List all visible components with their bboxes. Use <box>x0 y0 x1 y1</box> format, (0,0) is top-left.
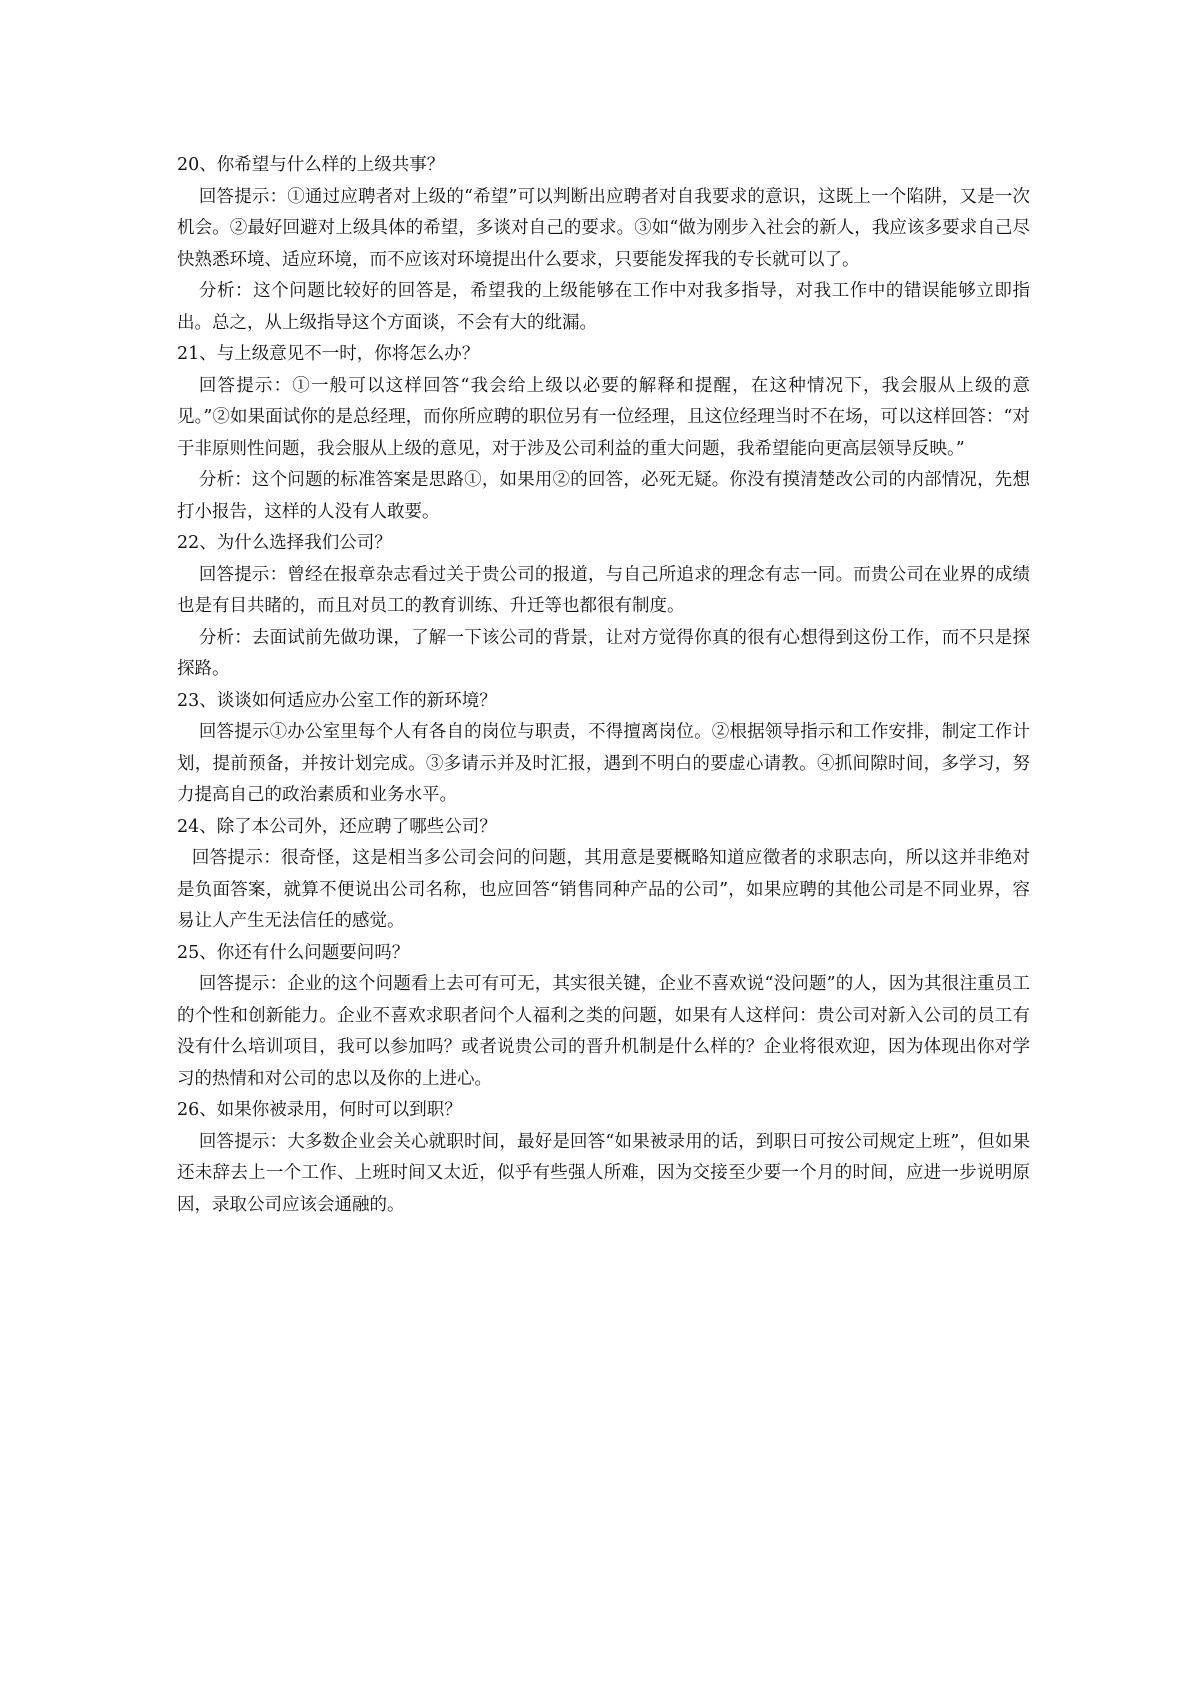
question-heading: 26、如果你被录用，何时可以到职？ <box>177 1100 462 1120</box>
answer-paragraph: 回答提示：很奇怪，这是相当多公司会问的问题，其用意是要概略知道应徵者的求职志向，所以这并非绝对是负面答案，就算不便说出公司名称，也应回答“销售同种产品的公司”，如果应聘的其他公司是不同业界，容易让人产生无法信任的感觉。 <box>177 848 1030 931</box>
analysis-paragraph: 分析：这个问题的标准答案是思路①，如果用②的回答，必死无疑。你没有摸清楚改公司的内部情况，先想打小报告，这样的人没有人敢要。 <box>177 470 1030 522</box>
answer-paragraph: 回答提示：曾经在报章杂志看过关于贵公司的报道，与自己所追求的理念有志一同。而贵公司在业界的成绩也是有目共睹的，而且对员工的教育训练、升迁等也都很有制度。 <box>177 564 1030 616</box>
question-heading: 22、为什么选择我们公司？ <box>177 533 392 553</box>
question-heading: 21、与上级意见不一时，你将怎么办？ <box>177 344 480 364</box>
question-heading: 24、除了本公司外，还应聘了哪些公司？ <box>177 816 497 837</box>
answer-paragraph: 回答提示：企业的这个问题看上去可有可无，其实很关键，企业不喜欢说“没问题”的人，因为其很注重员工的个性和创新能力。企业不喜欢求职者问个人福利之类的问题，如果有人这样问：贵公司对新入公司的员工有没有什么培训项目，我可以参加吗？或者说贵公司的晋升机制是什么样的？企业将很欢迎，因为体现出你对学习的热情和对公司的忠以及你的上进心。 <box>177 974 1030 1089</box>
answer-paragraph: 回答提示：①一般可以这样回答“我会给上级以必要的解释和提醒，在这种情况下，我会服从上级的意见。”②如果面试你的是总经理，而你所应聘的职位另有一位经理，且这位经理当时不在场，可以这样回答：“对于非原则性问题，我会服从上级的意见，对于涉及公司利益的重大问题，我希望能向更高层领导反映。” <box>177 375 1030 459</box>
question-heading: 25、你还有什么问题要问吗？ <box>177 942 410 963</box>
answer-paragraph: 回答提示①办公室里每个人有各自的岗位与职责，不得擅离岗位。②根据领导指示和工作安排，制定工作计划，提前预备，并按计划完成。③多请示并及时汇报，遇到不明白的要虚心请教。④抓间隙时间，多学习，努力提高自己的政治素质和业务水平。 <box>177 722 1030 805</box>
analysis-paragraph: 分析：这个问题比较好的回答是，希望我的上级能够在工作中对我多指导，对我工作中的错误能够立即指出。总之，从上级指导这个方面谈，不会有大的纰漏。 <box>177 281 1030 333</box>
document-body <box>177 150 1030 1221</box>
answer-paragraph: 回答提示：大多数企业会关心就职时间，最好是回答“如果被录用的话，到职日可按公司规定上班”，但如果还未辞去上一个工作、上班时间又太近，似乎有些强人所难，因为交接至少要一个月的时间，应进一步说明原因，录取公司应该会通融的。 <box>177 1131 1030 1215</box>
question-heading: 23、谈谈如何适应办公室工作的新环境？ <box>177 690 497 711</box>
analysis-paragraph: 分析：去面试前先做功课，了解一下该公司的背景，让对方觉得你真的很有心想得到这份工作，而不只是探探路。 <box>177 627 1030 679</box>
question-heading: 20、你希望与什么样的上级共事？ <box>177 155 445 175</box>
answer-paragraph: 回答提示：①通过应聘者对上级的“希望”可以判断出应聘者对自我要求的意识，这既上一个陷阱，又是一次机会。②最好回避对上级具体的希望，多谈对自己的要求。③如“做为刚步入社会的新人，我应该多要求自己尽快熟悉环境、适应环境，而不应该对环境提出什么要求，只要能发挥我的专长就可以了。 <box>177 186 1030 270</box>
